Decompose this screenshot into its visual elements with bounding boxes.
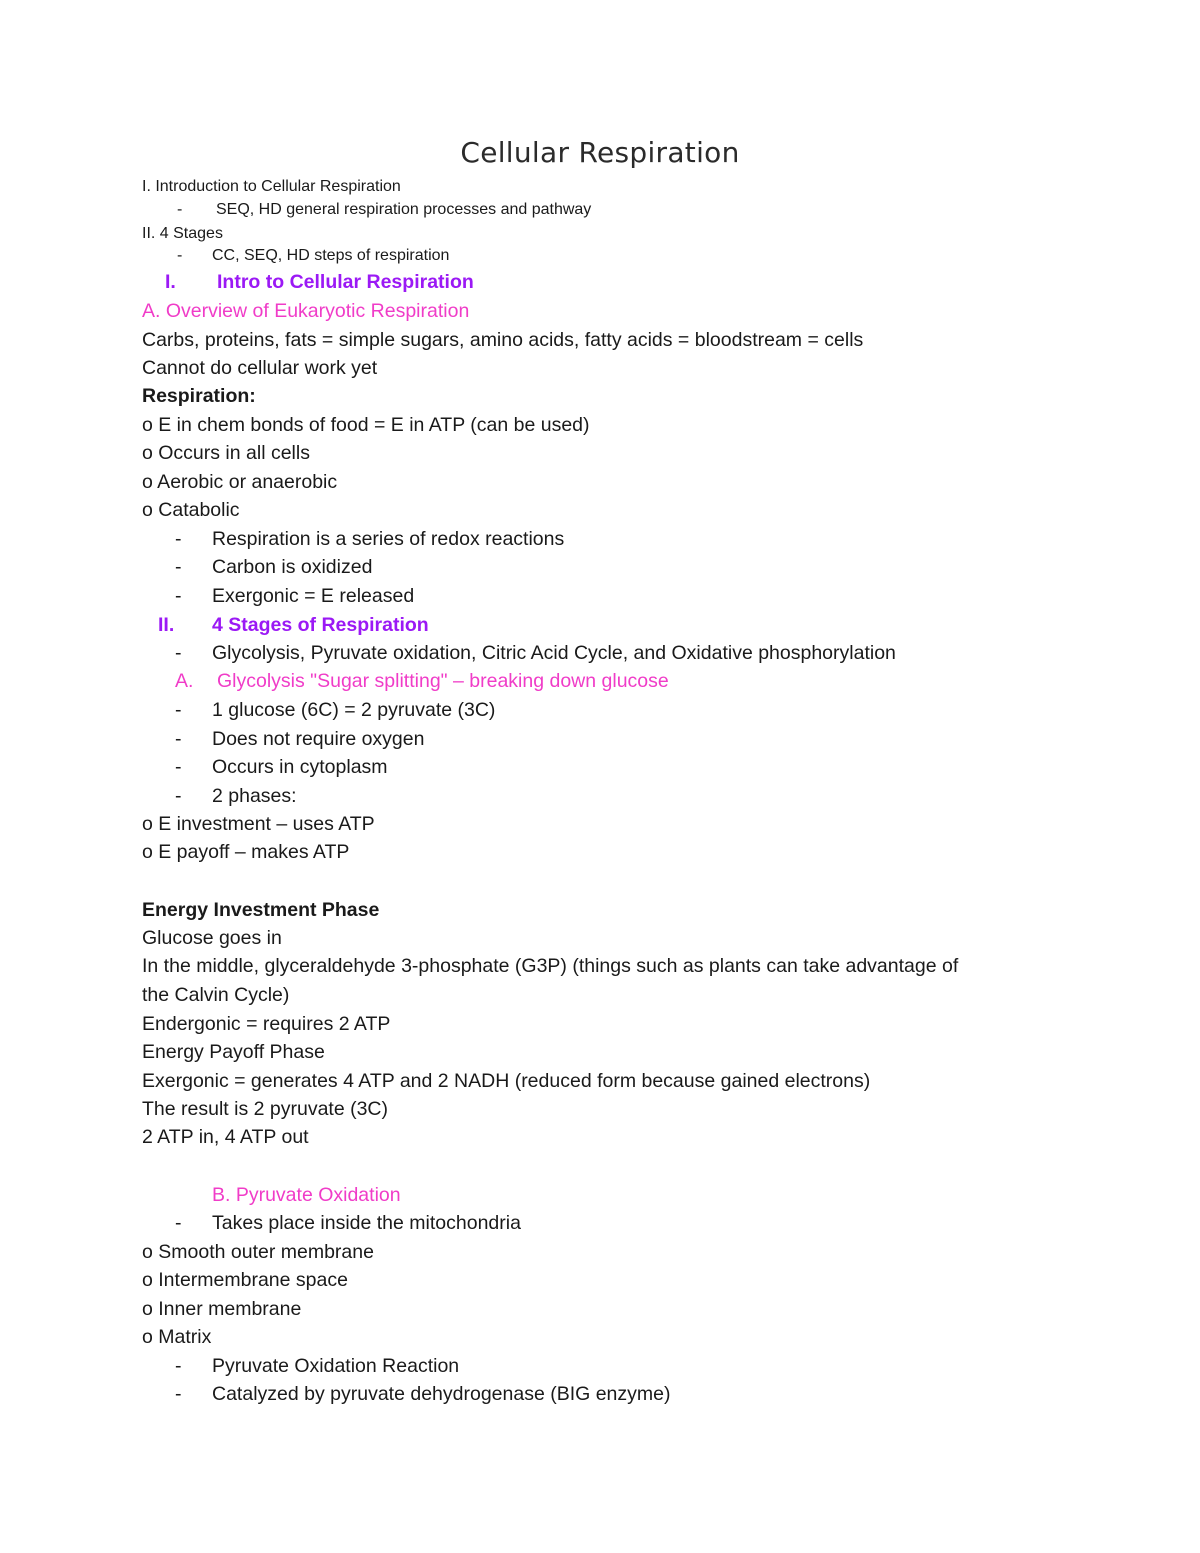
dash-marker: - bbox=[175, 785, 182, 807]
dash-marker: - bbox=[175, 1355, 182, 1377]
section-1-heading: Intro to Cellular Respiration bbox=[217, 271, 474, 293]
bullet-item: o Smooth outer membrane bbox=[142, 1241, 374, 1263]
dash-marker: - bbox=[175, 756, 182, 778]
dash-marker: - bbox=[175, 1383, 182, 1405]
bullet-item: o Aerobic or anaerobic bbox=[142, 471, 338, 493]
paragraph: Cannot do cellular work yet bbox=[142, 357, 378, 379]
paragraph: the Calvin Cycle) bbox=[142, 984, 290, 1006]
bullet-item: o E investment – uses ATP bbox=[142, 813, 375, 835]
subsection-a-heading: Glycolysis "Sugar splitting" – breaking down glucose bbox=[217, 670, 669, 692]
dash-item: Occurs in cytoplasm bbox=[212, 756, 388, 778]
dash-item: Carbon is oxidized bbox=[212, 556, 373, 578]
dash-marker: - bbox=[177, 247, 183, 264]
outline-item-2: II. 4 Stages bbox=[142, 225, 223, 242]
dash-marker: - bbox=[175, 728, 182, 750]
dash-marker: - bbox=[175, 699, 182, 721]
section-2-heading: 4 Stages of Respiration bbox=[212, 614, 429, 636]
bullet-item: o Occurs in all cells bbox=[142, 442, 310, 464]
outline-item-1: I. Introduction to Cellular Respiration bbox=[142, 178, 401, 195]
page-title: Cellular Respiration bbox=[460, 136, 740, 169]
bullet-item: o Inner membrane bbox=[142, 1298, 302, 1320]
dash-item: 1 glucose (6C) = 2 pyruvate (3C) bbox=[212, 699, 496, 721]
section-1-subheading: A. Overview of Eukaryotic Respiration bbox=[142, 300, 470, 322]
dash-marker: - bbox=[175, 1212, 182, 1234]
dash-marker: - bbox=[175, 585, 182, 607]
dash-marker: - bbox=[177, 201, 183, 218]
paragraph: Glucose goes in bbox=[142, 927, 282, 949]
paragraph: Exergonic = generates 4 ATP and 2 NADH (reduced form because gained electrons) bbox=[142, 1070, 871, 1092]
dash-marker: - bbox=[175, 528, 182, 550]
respiration-label: Respiration: bbox=[142, 385, 256, 407]
bullet-item: o E in chem bonds of food = E in ATP (can be used) bbox=[142, 414, 590, 436]
dash-item: Glycolysis, Pyruvate oxidation, Citric Acid Cycle, and Oxidative phosphorylation bbox=[212, 642, 896, 664]
bullet-item: o Intermembrane space bbox=[142, 1269, 348, 1291]
dash-item: Does not require oxygen bbox=[212, 728, 425, 750]
dash-item: 2 phases: bbox=[212, 785, 297, 807]
section-2-numeral: II. bbox=[158, 614, 175, 636]
dash-marker: - bbox=[175, 642, 182, 664]
bullet-item: o E payoff – makes ATP bbox=[142, 841, 350, 863]
dash-item: Pyruvate Oxidation Reaction bbox=[212, 1355, 460, 1377]
paragraph: Endergonic = requires 2 ATP bbox=[142, 1013, 391, 1035]
subsection-b-heading: B. Pyruvate Oxidation bbox=[212, 1184, 401, 1206]
dash-marker: - bbox=[175, 556, 182, 578]
dash-item: Respiration is a series of redox reactions bbox=[212, 528, 565, 550]
dash-item: Exergonic = E released bbox=[212, 585, 415, 607]
outline-item-1-sub: SEQ, HD general respiration processes and pathway bbox=[216, 201, 592, 218]
bullet-item: o Matrix bbox=[142, 1326, 212, 1348]
paragraph: The result is 2 pyruvate (3C) bbox=[142, 1098, 389, 1120]
paragraph: Energy Payoff Phase bbox=[142, 1041, 325, 1063]
dash-item: Catalyzed by pyruvate dehydrogenase (BIG enzyme) bbox=[212, 1383, 671, 1405]
dash-item: Takes place inside the mitochondria bbox=[212, 1212, 521, 1234]
section-1-numeral: I. bbox=[165, 271, 176, 293]
paragraph: In the middle, glyceraldehyde 3-phosphate (G3P) (things such as plants can take advantage of bbox=[142, 955, 959, 977]
paragraph: 2 ATP in, 4 ATP out bbox=[142, 1126, 309, 1148]
bullet-item: o Catabolic bbox=[142, 499, 240, 521]
subsection-a-letter: A. bbox=[175, 670, 194, 692]
outline-item-2-sub: CC, SEQ, HD steps of respiration bbox=[212, 247, 450, 264]
paragraph: Carbs, proteins, fats = simple sugars, amino acids, fatty acids = bloodstream = cells bbox=[142, 329, 864, 351]
investment-heading: Energy Investment Phase bbox=[142, 899, 380, 921]
